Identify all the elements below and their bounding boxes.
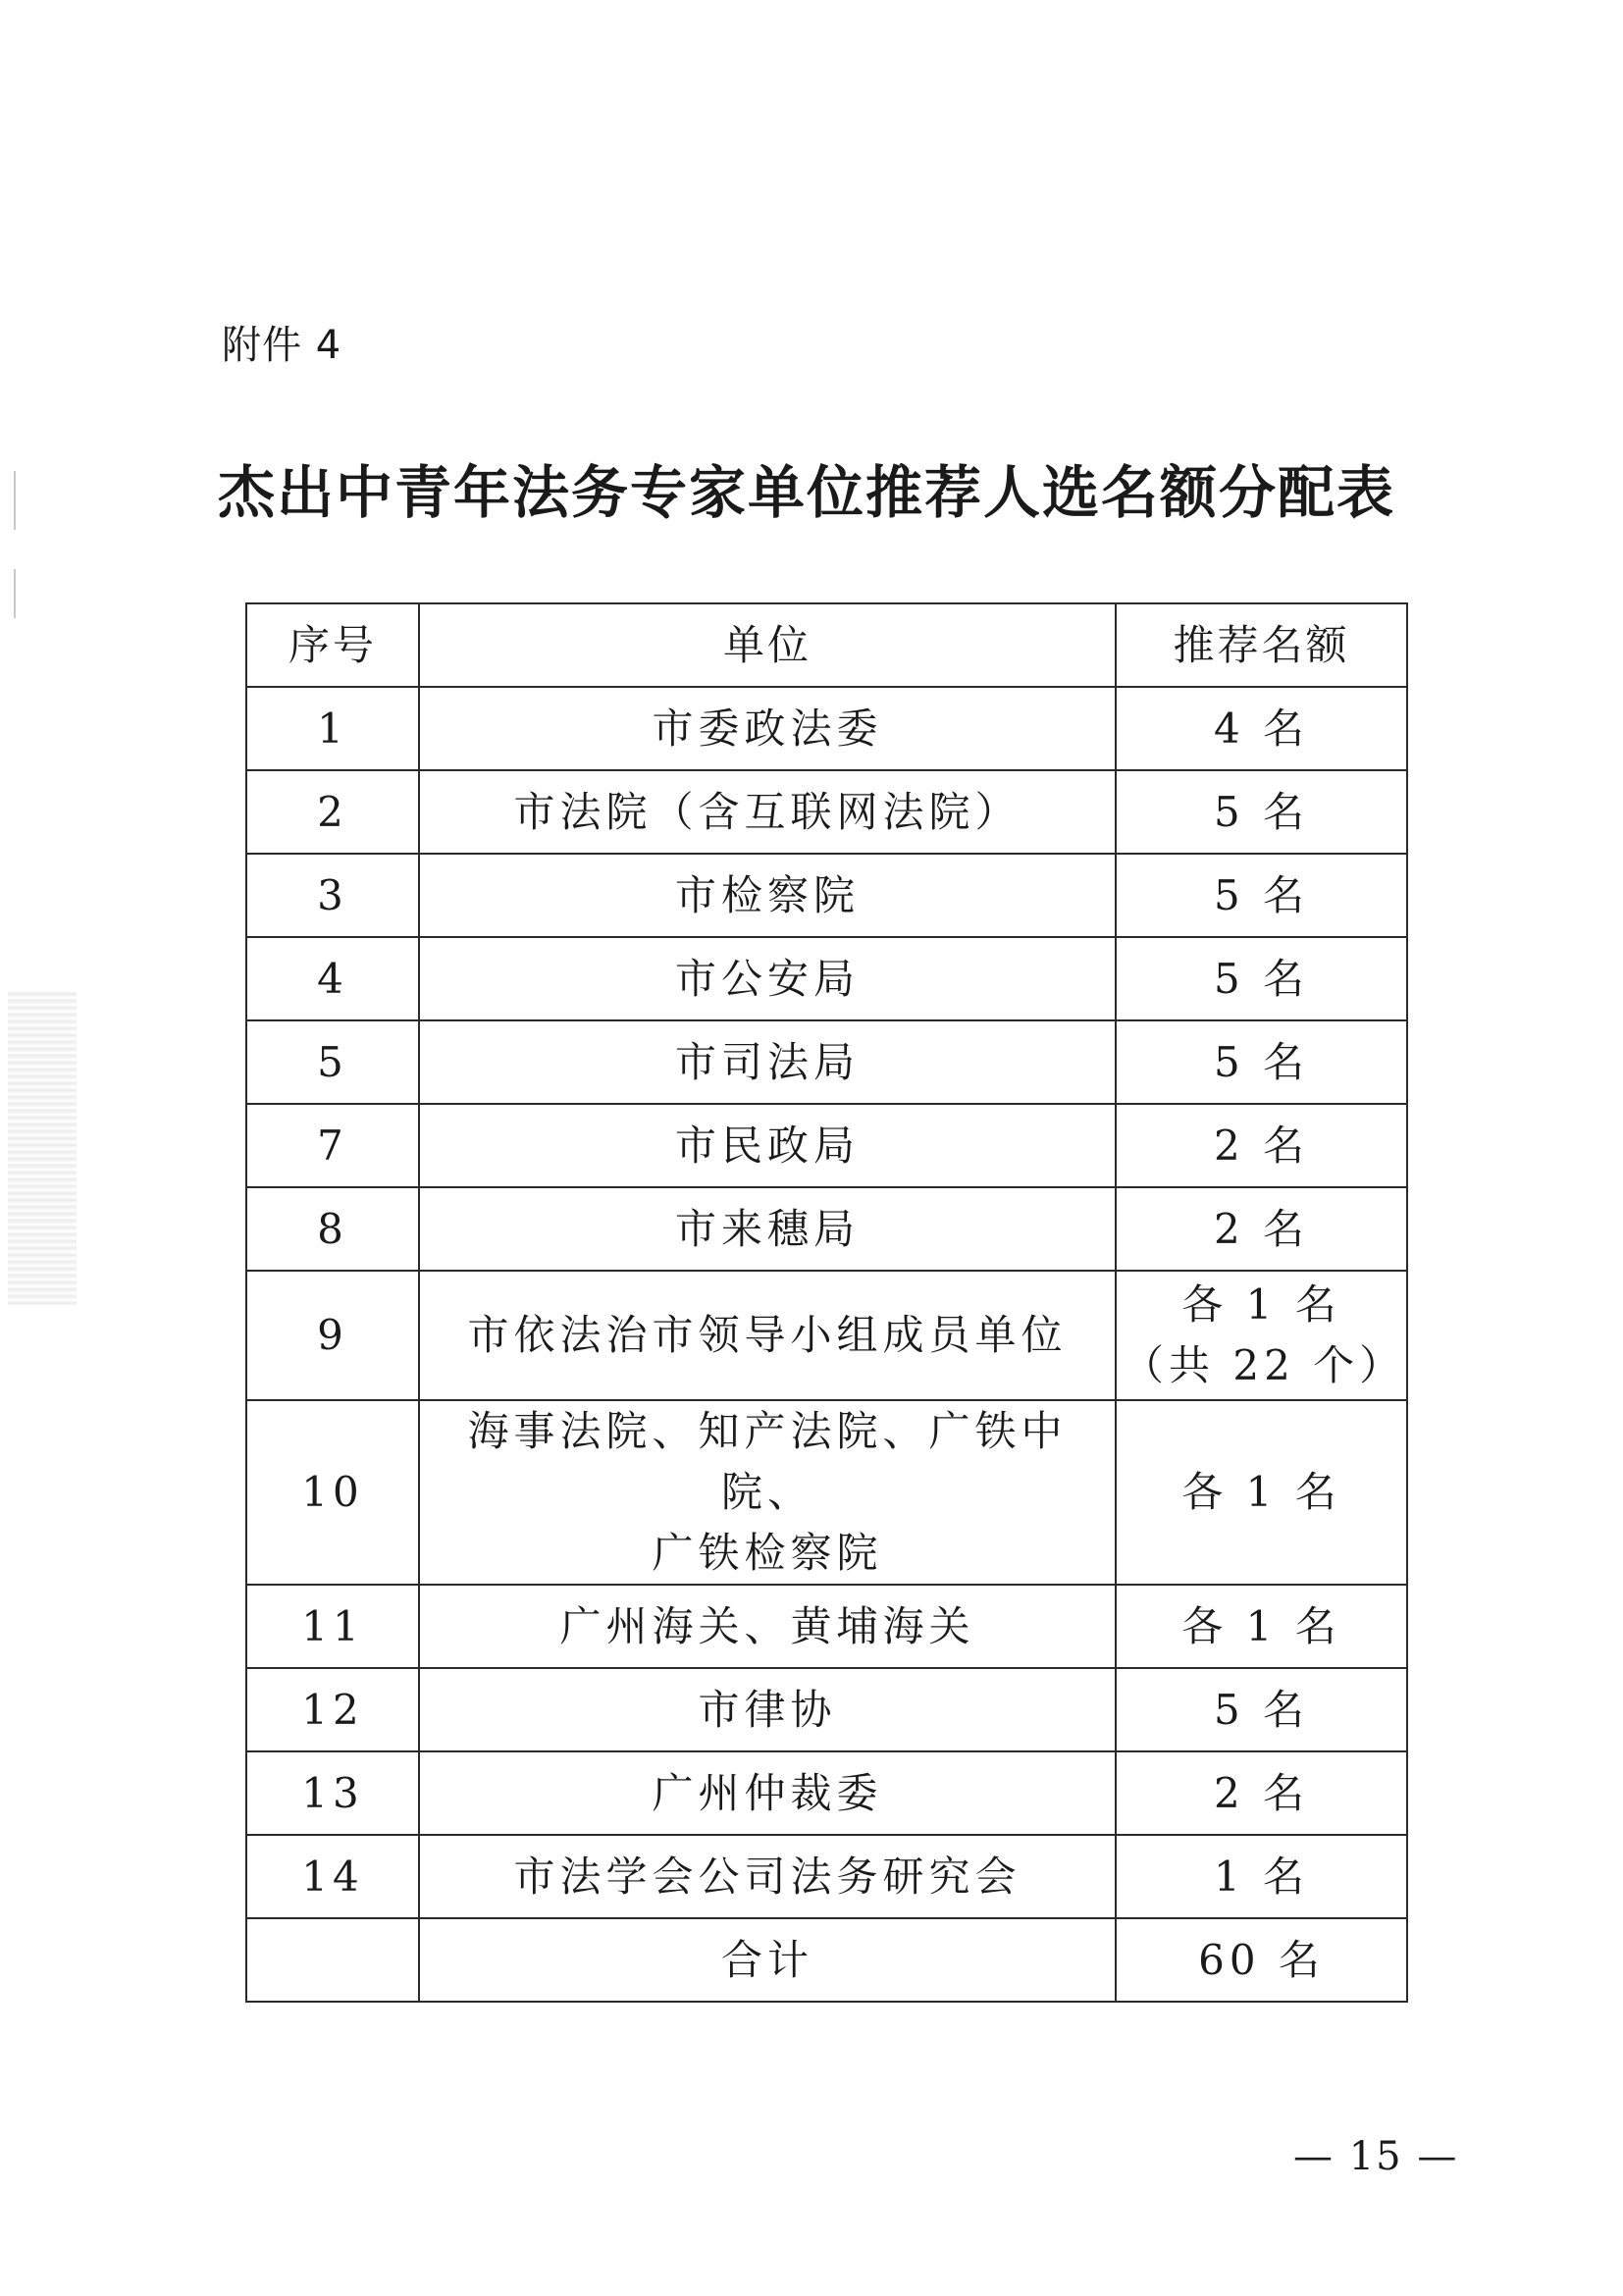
cell-quota: 2 名 — [1116, 1187, 1407, 1271]
cell-index: 4 — [246, 937, 419, 1020]
cell-index: 12 — [246, 1668, 419, 1751]
scan-edge-mark — [14, 569, 16, 618]
page-title: 杰出中青年法务专家单位推荐人选名额分配表 — [218, 459, 1396, 526]
cell-quota: 5 名 — [1116, 770, 1407, 854]
total-index — [246, 1918, 419, 2002]
cell-index: 10 — [246, 1400, 419, 1585]
table-row — [246, 770, 1407, 854]
cell-unit: 市委政法委 — [419, 687, 1116, 770]
cell-index: 9 — [246, 1271, 419, 1400]
cell-quota: 4 名 — [1116, 687, 1407, 770]
cell-quota: 1 名 — [1116, 1835, 1407, 1918]
table-row — [246, 1751, 1407, 1835]
table-header-row — [246, 603, 1407, 687]
table-row — [246, 1020, 1407, 1104]
cell-unit: 广州海关、黄埔海关 — [419, 1585, 1116, 1668]
scan-edge-mark — [14, 471, 16, 530]
cell-unit: 市公安局 — [419, 937, 1116, 1020]
cell-quota: 5 名 — [1116, 1668, 1407, 1751]
cell-unit: 市律协 — [419, 1668, 1116, 1751]
cell-unit: 市法院（含互联网法院） — [419, 770, 1116, 854]
cell-unit: 市法学会公司法务研究会 — [419, 1835, 1116, 1918]
quota-table — [245, 602, 1408, 2003]
cell-index: 1 — [246, 687, 419, 770]
table-row — [246, 1271, 1407, 1400]
cell-quota: 5 名 — [1116, 1020, 1407, 1104]
table-row — [246, 1400, 1407, 1585]
table-row — [246, 854, 1407, 937]
cell-index: 11 — [246, 1585, 419, 1668]
cell-quota: 2 名 — [1116, 1104, 1407, 1187]
cell-index: 5 — [246, 1020, 419, 1104]
cell-quota: 各 1 名 — [1116, 1400, 1407, 1585]
cell-quota: 5 名 — [1116, 854, 1407, 937]
total-quota: 60 名 — [1116, 1918, 1407, 2002]
cell-index: 3 — [246, 854, 419, 937]
table-row — [246, 1835, 1407, 1918]
cell-index: 13 — [246, 1751, 419, 1835]
cell-index: 8 — [246, 1187, 419, 1271]
attachment-label: 附件 4 — [222, 323, 342, 368]
cell-unit: 市司法局 — [419, 1020, 1116, 1104]
cell-index: 14 — [246, 1835, 419, 1918]
cell-unit: 市来穗局 — [419, 1187, 1116, 1271]
total-label: 合计 — [419, 1918, 1116, 2002]
cell-quota: 2 名 — [1116, 1751, 1407, 1835]
cell-index: 7 — [246, 1104, 419, 1187]
cell-index: 2 — [246, 770, 419, 854]
cell-quota: 各 1 名 — [1116, 1585, 1407, 1668]
table-total-row — [246, 1918, 1407, 2002]
cell-quota — [1116, 1271, 1407, 1400]
table-row — [246, 1104, 1407, 1187]
cell-unit-text: 海事法院、知产法院、广铁中院、 广铁检察院 — [467, 1407, 1068, 1577]
cell-unit: 广州仲裁委 — [419, 1751, 1116, 1835]
table-row — [246, 1187, 1407, 1271]
cell-unit: 市民政局 — [419, 1104, 1116, 1187]
table-row — [246, 1585, 1407, 1668]
cell-quota: 5 名 — [1116, 937, 1407, 1020]
scan-speckle — [8, 991, 77, 1305]
page-number: — 15 — — [1293, 2134, 1459, 2179]
cell-unit: 市检察院 — [419, 854, 1116, 937]
header-index: 序号 — [246, 603, 419, 687]
table-row — [246, 1668, 1407, 1751]
header-quota: 推荐名额 — [1116, 603, 1407, 687]
table-row — [246, 687, 1407, 770]
header-unit: 单位 — [419, 603, 1116, 687]
cell-unit — [419, 1400, 1116, 1585]
table-row — [246, 937, 1407, 1020]
cell-unit: 市依法治市领导小组成员单位 — [419, 1271, 1116, 1400]
cell-quota-text: 各 1 名 （共 22 个） — [1123, 1280, 1406, 1389]
